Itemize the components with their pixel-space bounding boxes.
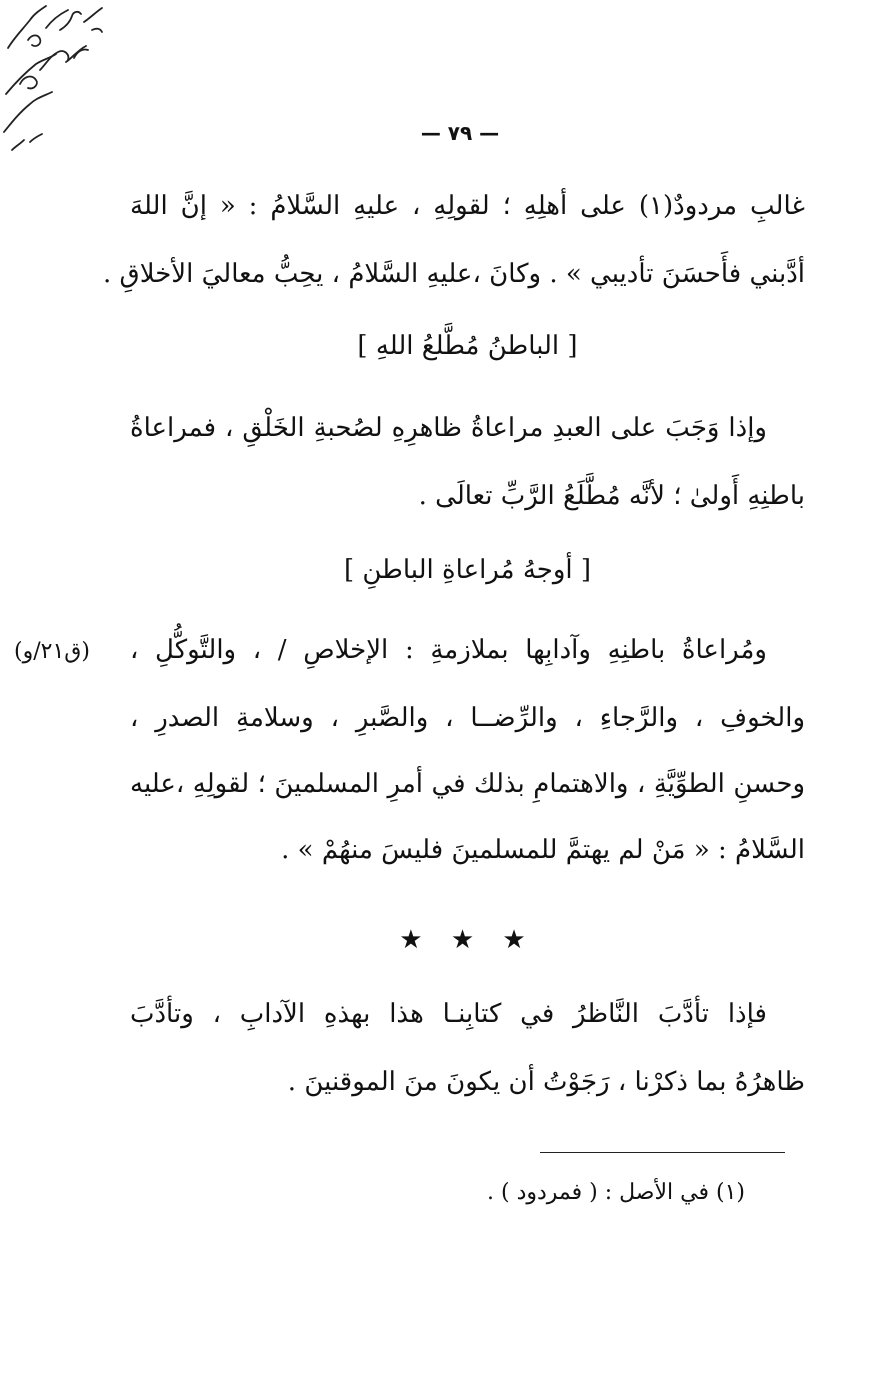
manuscript-folio-reference: (ق٢١/و) xyxy=(14,639,90,664)
text-line: باطنِهِ أَولىٰ ؛ لأنَّه مُطَّلَعُ الرَّبِّ تعالَى . xyxy=(418,481,805,511)
text-line: والخوفِ ، والرَّجاءِ ، والرِّضــا ، والصَّبرِ ، وسلامةِ الصدرِ ، xyxy=(130,703,805,733)
footnote-divider xyxy=(540,1152,785,1153)
text-line: وإذا وَجَبَ على العبدِ مراعاةُ ظاهرِهِ لصُحبةِ الخَلْقِ ، فمراعاةُ xyxy=(130,413,767,443)
text-line: السَّلامُ : « مَنْ لم يهتمَّ للمسلمينَ فليسَ منهُمْ » . xyxy=(281,835,805,865)
footnote: (١) في الأصل : ( فمردود ) . xyxy=(487,1180,745,1205)
section-separator: ★ ★ ★ xyxy=(399,925,536,955)
text-line: وحسنِ الطوِّيَّةِ ، والاهتمامِ بذلك في أمرِ المسلمينَ ؛ لقولِهِ ،عليه xyxy=(130,769,805,799)
section-heading: [ أوجهُ مُراعاةِ الباطنِ ] xyxy=(343,555,592,585)
text-line: ظاهرُهُ بما ذكرْنا ، رَجَوْتُ أن يكونَ منَ الموقنينَ . xyxy=(287,1067,805,1097)
text-line: فإذا تأدَّبَ النَّاظرُ في كتابِنـا هذا بهذهِ الآدابِ ، وتأدَّبَ xyxy=(130,999,767,1029)
page-number: — ٧٩ — xyxy=(420,121,500,145)
handwritten-margin-annotation xyxy=(0,0,130,170)
section-heading: [ الباطنُ مُطَّلعُ اللهِ ] xyxy=(357,331,578,361)
text-line: غالبِ مردودٌ(١) على أهلِهِ ؛ لقولِهِ ، عليهِ السَّلامُ : « إنَّ اللهَ xyxy=(130,191,805,221)
text-line: ومُراعاةُ باطنِهِ وآدابِها بملازمةِ : الإخلاصِ / ، والتَّوكُّلِ ، xyxy=(130,635,767,665)
text-line: أدَّبني فأَحسَنَ تأديبي » . وكانَ ،عليهِ السَّلامُ ، يحِبُّ معاليَ الأخلاقِ . xyxy=(103,259,805,289)
